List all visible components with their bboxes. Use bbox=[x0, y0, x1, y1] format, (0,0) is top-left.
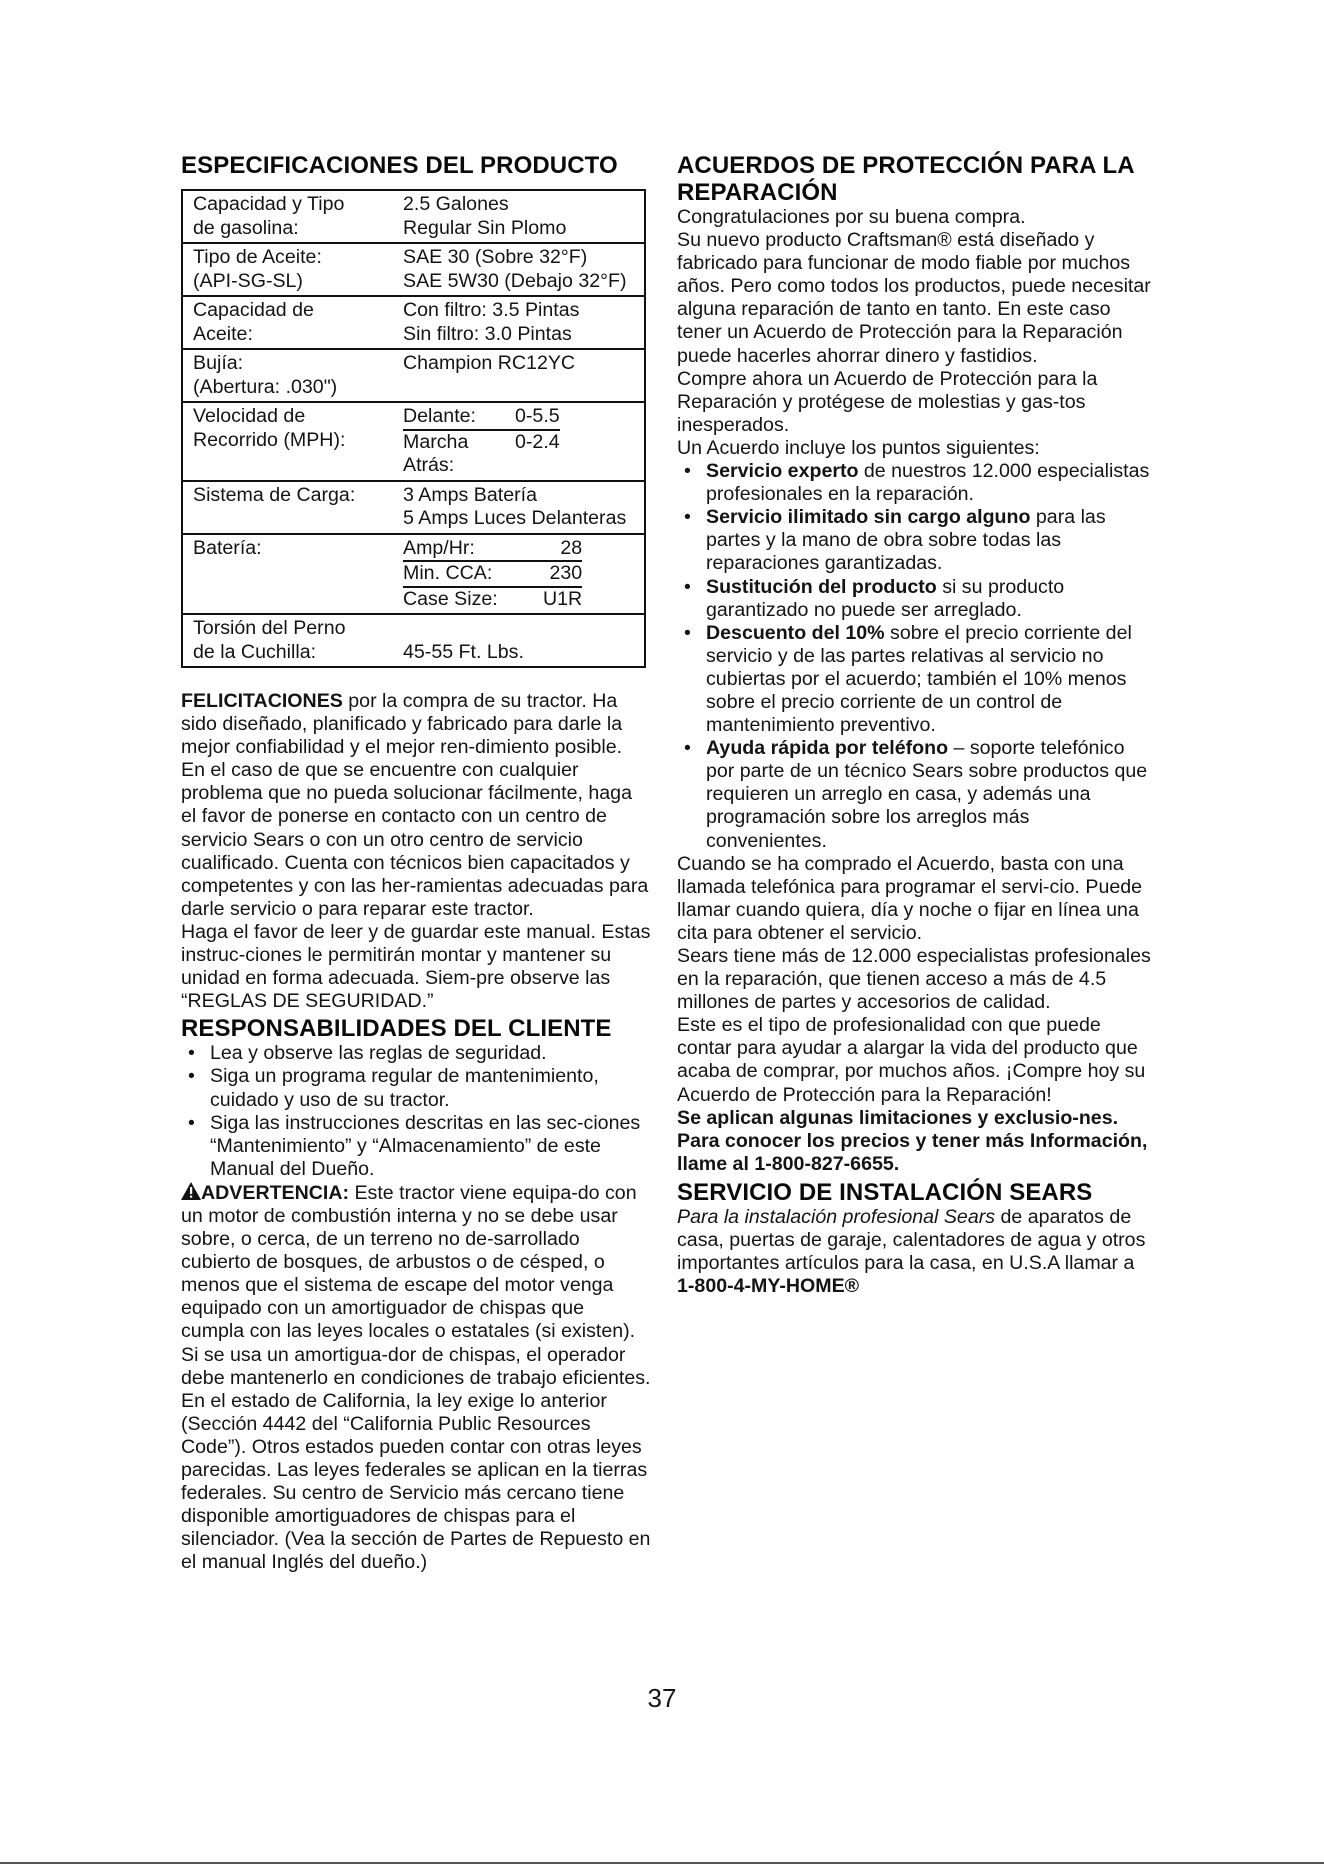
spec-key: Aceite: bbox=[193, 322, 253, 345]
limitations-paragraph bbox=[677, 1107, 1152, 1176]
page-number: 37 bbox=[647, 1683, 677, 1713]
agreement-benefits-list bbox=[677, 460, 1152, 853]
responsibilities-list bbox=[181, 1042, 651, 1181]
warning-triangle-icon bbox=[181, 1182, 201, 1200]
list-item: • Siga las instrucciones descritas en las sec-ciones “Mantenimiento” y “Almacenamiento” de este Manual del Dueño. bbox=[181, 1112, 651, 1181]
spec-number: 0-5.5 bbox=[515, 405, 560, 427]
spec-key: Capacidad y Tipo bbox=[193, 193, 345, 215]
spec-label: Case Size: bbox=[403, 587, 498, 610]
paragraph: Cuando se ha comprado el Acuerdo, basta con una llamada telefónica para programar el servi-cio. Puede llamar cuando quiera, día y noche o fijar en línea una cita para obtener el servicio. bbox=[677, 852, 1143, 944]
spec-row-torque bbox=[182, 614, 645, 667]
paragraph: Este es el tipo de profesionalidad con que puede contar para ayudar a alargar la vida del producto que acaba de comprar, por muchos años. ¡Compre hoy su Acuerdo de Protección para la Reparación! bbox=[677, 1014, 1146, 1106]
spec-row-spark-plug bbox=[182, 349, 645, 402]
spec-key: (API-SG-SL) bbox=[193, 269, 303, 292]
spec-row-battery bbox=[182, 534, 645, 615]
list-item: • Siga un programa regular de mantenimiento, cuidado y uso de su tractor. bbox=[181, 1065, 651, 1111]
benefit-text: sobre el precio corriente del servicio y de las partes relativas al servicio no cubiertas por el acuerdo; también el 10% menos sobre el precio corriente de un control de mantenimiento preventivo. bbox=[706, 621, 1132, 737]
spec-value: Con filtro: 3.5 Pintas bbox=[403, 299, 580, 321]
congrats-text: por la compra de su tractor. Ha sido diseñado, planificado y fabricado para darle la mejor confiabilidad y el mejor ren-dimiento posible. bbox=[181, 690, 623, 759]
warning-text: Este tractor viene equipa-do con un motor de combustión interna y no se debe usar sobre, o cerca, de un terreno no de-sarrollado cubierto de bosques, de arbustos o de césped, o menos que el sistema de escape del motor venga equipado con un amortiguador de chispas que cumpla con las leyes locales o estatales (si existen). Si se usa un amortigua-dor de chispas, el operador debe mantenerlo en condiciones de trabajo eficientes. bbox=[181, 1181, 651, 1389]
list-item bbox=[677, 737, 1152, 852]
benefit-label: Servicio experto bbox=[706, 460, 859, 483]
spec-number: 0-2.4 bbox=[515, 430, 560, 453]
paragraph: Congratulaciones por su buena compra. bbox=[677, 206, 1026, 228]
spec-key: Batería: bbox=[193, 536, 262, 559]
spec-key: Velocidad de bbox=[193, 405, 306, 427]
spec-label: Marcha Atrás: bbox=[403, 430, 469, 476]
list-item bbox=[677, 576, 1152, 622]
spec-value: SAE 5W30 (Debajo 32°F) bbox=[403, 269, 627, 292]
list-item bbox=[677, 506, 1152, 575]
protection-title: ACUERDOS DE PROTECCIÓN PARA LA REPARACIÓN bbox=[677, 152, 1134, 206]
list-item bbox=[677, 460, 1152, 506]
spec-title: ESPECIFICACIONES DEL PRODUCTO bbox=[181, 152, 618, 179]
installation-phone: 1-800-4-MY-HOME® bbox=[677, 1275, 860, 1298]
congrats-paragraph bbox=[181, 690, 651, 759]
list-item bbox=[677, 622, 1152, 737]
paragraph: Un Acuerdo incluye los puntos siguientes: bbox=[677, 436, 1040, 459]
spec-value: 45-55 Ft. Lbs. bbox=[403, 640, 524, 663]
spec-row-oil bbox=[182, 243, 645, 296]
spec-row-fuel bbox=[182, 190, 645, 243]
benefit-label: Sustitución del producto bbox=[706, 575, 937, 598]
paragraph: Sears tiene más de 12.000 especialistas profesionales en la reparación, que tienen acceso a más de 4.5 millones de partes y accesorios de calidad. bbox=[677, 945, 1151, 1014]
spec-key: (Abertura: .030") bbox=[193, 375, 338, 398]
installation-text: de aparatos de casa, puertas de garaje, calentadores de agua y otros importantes artículos para la casa, en U.S.A llamar a bbox=[677, 1205, 1146, 1275]
service-paragraph: En el caso de que se encuentre con cualquier problema que no pueda solucionar fácilmente, haga el favor de ponerse en contacto con un centro de servicio Sears o con un otro centro de servicio cualificado. Cuenta con técnicos bien capacitados y competentes y con las her-ramientas adecuadas para darle servicio o para reparar este tractor. bbox=[181, 759, 649, 920]
right-column bbox=[677, 152, 1152, 1298]
paragraph: Compre ahora un Acuerdo de Protección para la Reparación y protégese de molestias y gas-tos inesperados. bbox=[677, 367, 1098, 436]
benefit-label: Servicio ilimitado sin cargo alguno bbox=[706, 506, 1031, 529]
spec-row-oil-capacity bbox=[182, 296, 645, 349]
spec-table bbox=[181, 189, 646, 668]
benefit-text: para las partes y la mano de obra sobre todas las reparaciones garantizadas. bbox=[706, 506, 1106, 575]
spec-row-speed bbox=[182, 402, 645, 481]
installation-paragraph bbox=[677, 1206, 1152, 1275]
spec-number: 28 bbox=[560, 536, 583, 559]
speed-values bbox=[403, 405, 560, 478]
benefit-label: Ayuda rápida por teléfono bbox=[706, 737, 949, 760]
spec-key: Tipo de Aceite: bbox=[193, 246, 322, 268]
benefit-text: – soporte telefónico por parte de un técnico Sears sobre productos que requieren un arreglo en casa, y además una programación sobre los arreglos más convenientes. bbox=[706, 737, 1148, 852]
spec-value: 2.5 Galones bbox=[403, 193, 509, 215]
spec-key: Sistema de Carga: bbox=[193, 483, 356, 506]
benefit-text: si su producto garantizado no puede ser arreglado. bbox=[706, 575, 1065, 621]
spec-key: Bujía: bbox=[193, 352, 244, 374]
spec-key: de la Cuchilla: bbox=[193, 640, 317, 663]
warning-paragraph bbox=[181, 1182, 651, 1390]
congrats-bold: FELICITACIONES bbox=[181, 690, 343, 712]
spec-label: Min. CCA: bbox=[403, 562, 493, 584]
spec-label: Amp/Hr: bbox=[403, 536, 475, 559]
spec-value: SAE 30 (Sobre 32°F) bbox=[403, 246, 588, 268]
responsibilities-title: RESPONSABILIDADES DEL CLIENTE bbox=[181, 1015, 612, 1043]
spec-value: Sin filtro: 3.0 Pintas bbox=[403, 322, 572, 345]
spec-label: Delante: bbox=[403, 405, 476, 427]
spec-key: Recorrido (MPH): bbox=[193, 428, 346, 451]
spec-number: 230 bbox=[549, 562, 583, 584]
spec-key: de gasolina: bbox=[193, 216, 299, 239]
spec-key: Torsión del Perno bbox=[193, 617, 346, 639]
spec-number: U1R bbox=[543, 587, 583, 610]
spec-key: Capacidad de bbox=[193, 299, 314, 321]
left-column bbox=[181, 152, 651, 1574]
benefit-label: Descuento del 10% bbox=[706, 621, 885, 644]
battery-values bbox=[403, 537, 582, 612]
limitations-text: Se aplican algunas limitaciones y exclusio-nes. Para conocer los precios y tener más Información, llame al 1-800-827-6655. bbox=[677, 1106, 1148, 1175]
paragraph: Su nuevo producto Craftsman® está diseñado y fabricado para funcionar de modo fiable por muchos años. Pero como todos los productos, puede necesitar alguna reparación de tanto en tanto. En este caso tener un Acuerdo de Protección para la Reparación puede hacerles ahorrar dinero y fastidios. bbox=[677, 229, 1151, 367]
spec-value: 3 Amps Batería bbox=[403, 483, 537, 506]
installation-phone-paragraph bbox=[677, 1275, 1152, 1298]
benefit-text: de nuestros 12.000 especialistas profesionales en la reparación. bbox=[706, 460, 1150, 506]
california-paragraph: En el estado de California, la ley exige lo anterior (Sección 4442 del “California Public Resources Code”). Otros estados pueden contar con otras leyes parecidas. Las leyes federales se aplican en la tierras federales. Su centro de Servicio más cercano tiene disponible amortiguadores de chispas para el silenciador. (Vea la sección de Partes de Repuesto en el manual Inglés del dueño.) bbox=[181, 1389, 651, 1574]
spec-value: 5 Amps Luces Delanteras bbox=[403, 507, 627, 529]
bottom-border bbox=[0, 1862, 1324, 1864]
spec-value: Champion RC12YC bbox=[403, 352, 576, 374]
spec-row-charging bbox=[182, 481, 645, 534]
list-item: • Lea y observe las reglas de seguridad. bbox=[181, 1042, 651, 1065]
manual-paragraph: Haga el favor de leer y de guardar este manual. Estas instruc-ciones le permitirán montar y mantener su unidad en forma adecuada. Siem-pre observe las “REGLAS DE SEGURIDAD.” bbox=[181, 920, 651, 1013]
spec-value: Regular Sin Plomo bbox=[403, 216, 567, 239]
warning-label: ADVERTENCIA: bbox=[201, 1181, 350, 1204]
installation-title: SERVICIO DE INSTALACIÓN SEARS bbox=[677, 1178, 1093, 1206]
installation-italic: Para la instalación profesional Sears bbox=[677, 1205, 996, 1228]
